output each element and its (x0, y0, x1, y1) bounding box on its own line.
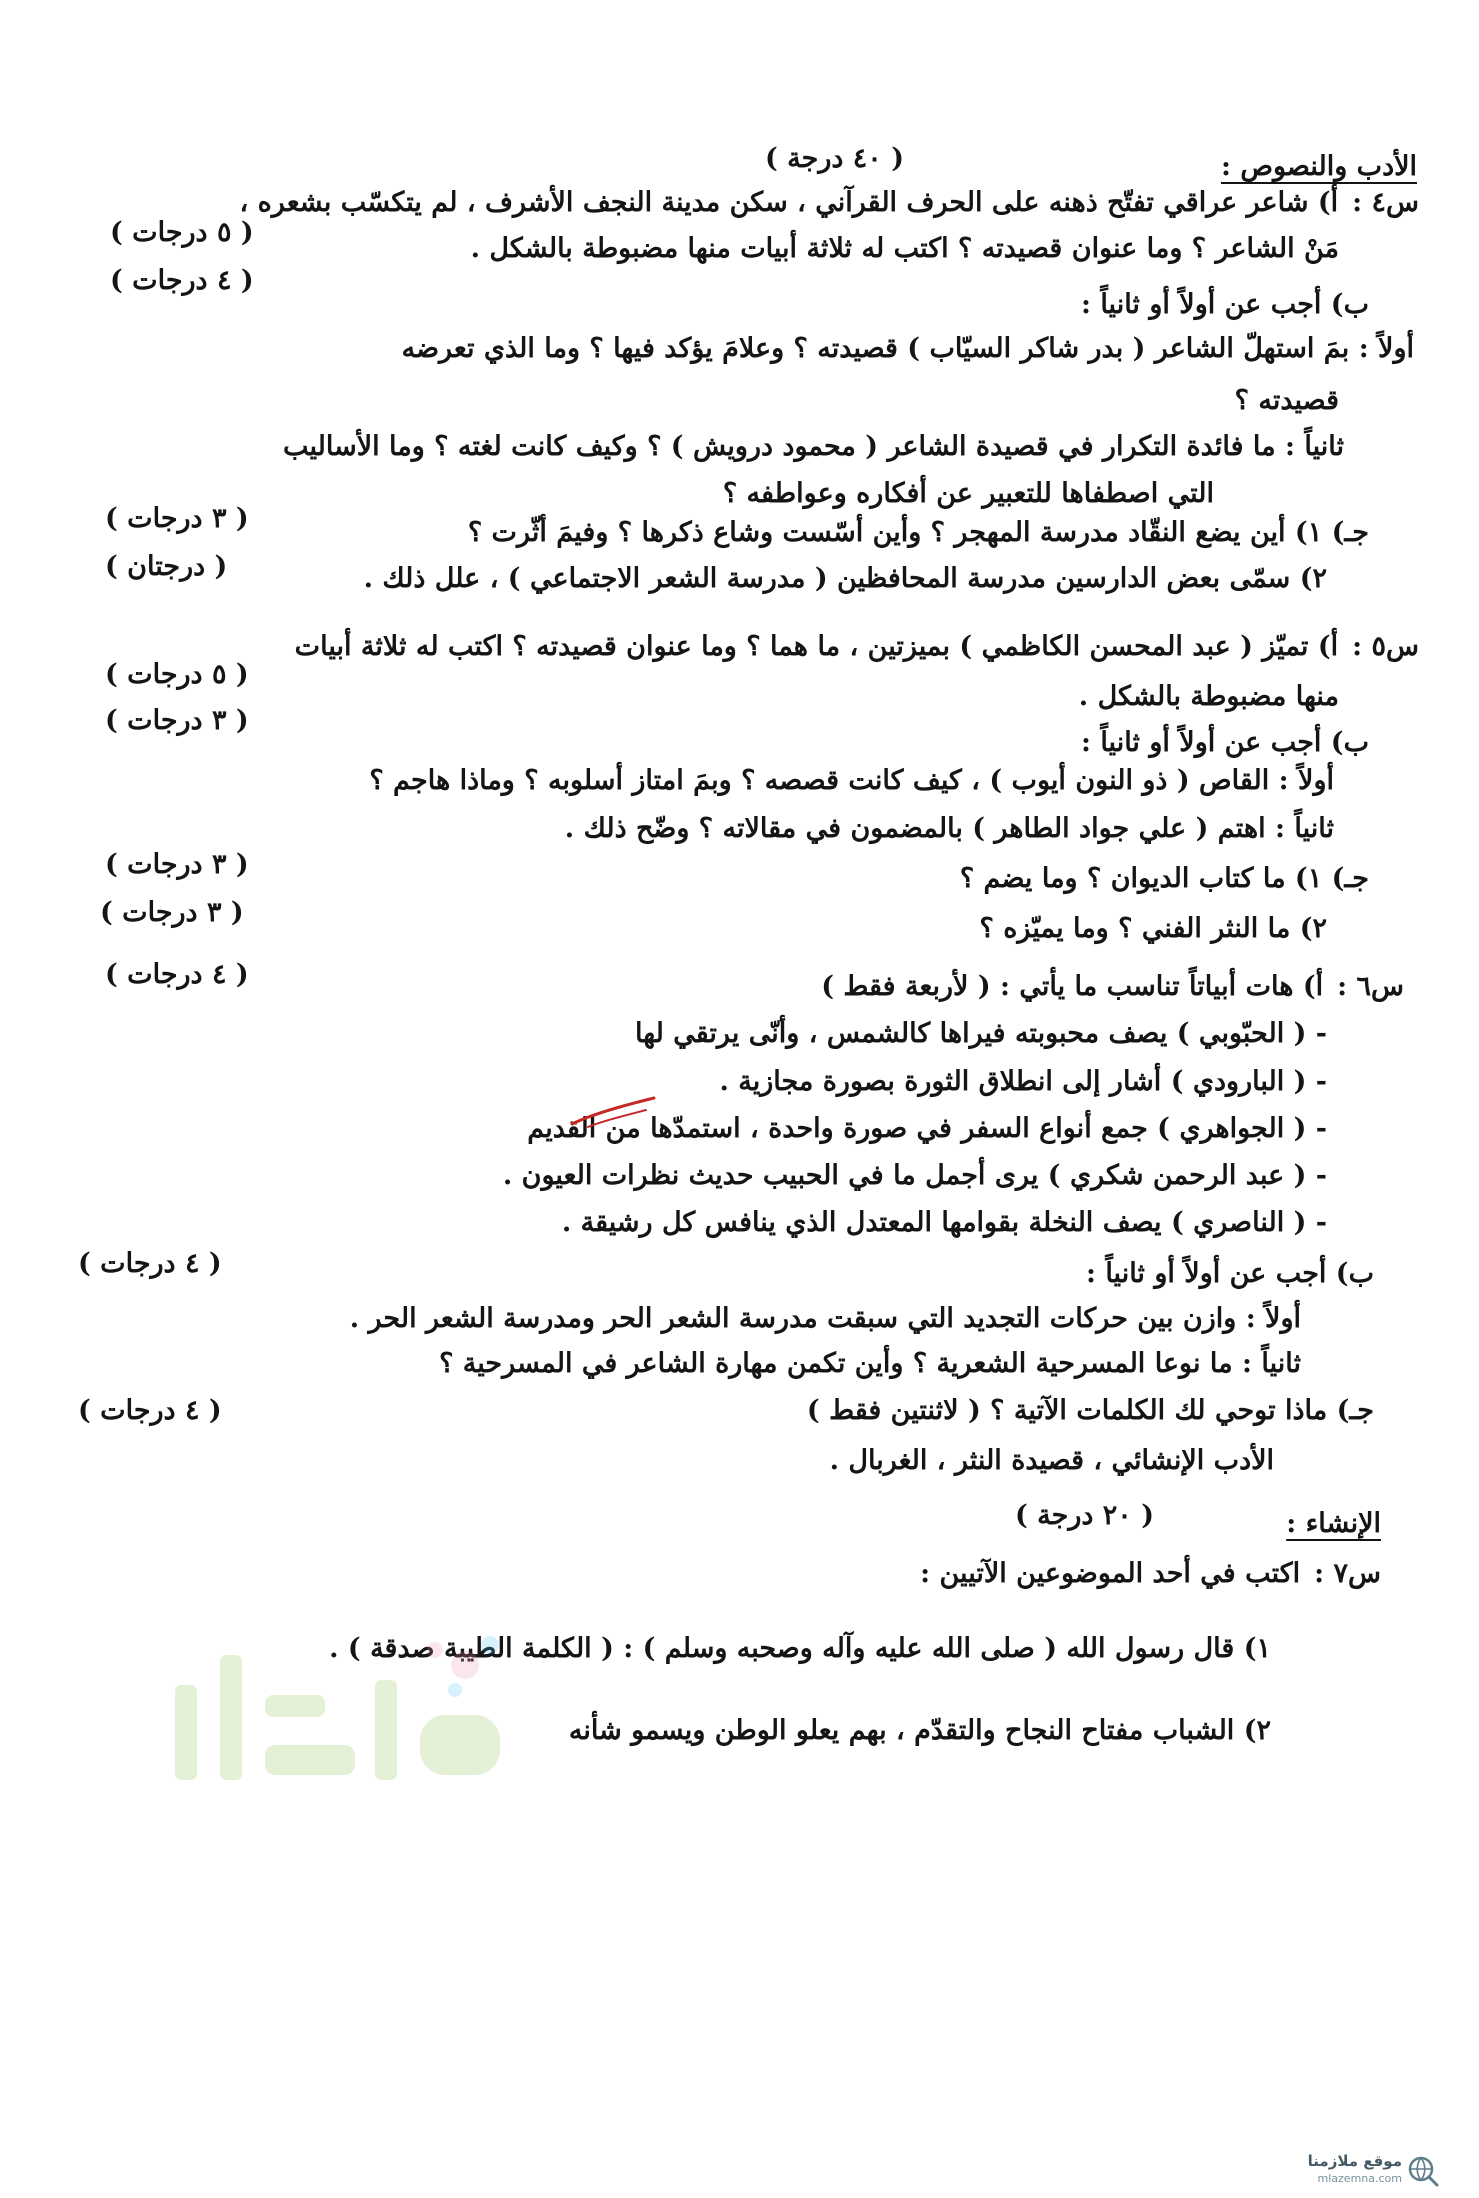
watermark-logo (165, 1625, 525, 1785)
q6-b-second: ثانياً : ما نوعا المسرحية الشعرية ؟ وأين تكمن مهارة الشاعر في المسرحية ؟ (439, 1348, 1301, 1379)
q7-number: س٧ : (1314, 1558, 1381, 1589)
q4-a-text1: أ) شاعر عراقي تفتّح ذهنه على الحرف القرآني ، سكن مدينة النجف الأشرف ، لم يتكسّب بشعره ، (239, 187, 1339, 218)
q4-b-second-line2: التي اصطفاها للتعبير عن أفكاره وعواطفه ؟ (722, 478, 1214, 509)
q4-number: س٤ : (1352, 187, 1419, 218)
q4-a-line1 (240, 184, 1419, 222)
q6-b-first: أولاً : وازن بين حركات التجديد التي سبقت مدرسة الشعر الحر ومدرسة الشعر الحر . (349, 1303, 1301, 1334)
q5-c2-marks: ( ٣ درجات ) (100, 897, 244, 928)
q6-b-intro: ب) أجب عن أولاً أو ثانياً : (1085, 1258, 1374, 1289)
red-annotation-mark (568, 1094, 658, 1134)
q6-a-intro-text: أ) هات أبياتاً تناسب ما يأتي : ( لأربعة فقط ) (821, 971, 1324, 1002)
q4-c1-marks: ( ٣ درجات ) (105, 503, 249, 534)
literature-section-marks: ( ٤٠ درجة ) (764, 143, 904, 174)
q5-b-first: أولاً : القاص ( ذو النون أيوب ) ، كيف كانت قصصه ؟ وبمَ امتاز أسلوبه ؟ وماذا هاجم ؟ (369, 765, 1334, 796)
q5-number: س٥ : (1352, 631, 1419, 662)
q5-a-line2: منها مضبوطة بالشكل . (1078, 681, 1339, 712)
q4-b-intro: ب) أجب عن أولاً أو ثانياً : (1080, 289, 1369, 320)
q4-a-line2: مَنْ الشاعر ؟ وما عنوان قصيدته ؟ اكتب له ثلاثة أبيات منها مضبوطة بالشكل . (470, 233, 1339, 264)
q5-a-marks1: ( ٥ درجات ) (105, 659, 249, 690)
q6-c-marks: ( ٤ درجات ) (78, 1395, 222, 1426)
q4-b-first-line2: قصيدته ؟ (1234, 385, 1339, 416)
composition-section-title: الإنشاء : (1286, 1508, 1381, 1539)
q5-c2: ٢) ما النثر الفني ؟ وما يميّزه ؟ (979, 913, 1327, 944)
q6-c-intro: جـ) ماذا توحي لك الكلمات الآتية ؟ ( لاثنتين فقط ) (806, 1395, 1374, 1426)
q4-b-second-line1: ثانياً : ما فائدة التكرار في قصيدة الشاعر ( محمود درويش ) ؟ وكيف كانت لغته ؟ وما الأساليب (283, 431, 1344, 462)
q4-a-marks2: ( ٤ درجات ) (110, 265, 254, 296)
q5-a-text1: أ) تميّز ( عبد المحسن الكاظمي ) بميزتين ، ما هما ؟ وما عنوان قصيدته ؟ اكتب له ثلاثة أبيات (294, 631, 1339, 662)
q5-c1-marks: ( ٣ درجات ) (105, 849, 249, 880)
q6-c-words: الأدب الإنشائي ، قصيدة النثر ، الغربال . (829, 1445, 1274, 1476)
q4-c2: ٢) سمّى بعض الدارسين مدرسة المحافظين ( مدرسة الشعر الاجتماعي ) ، علل ذلك . (363, 563, 1327, 594)
q7-intro (920, 1555, 1381, 1593)
q7-topic-1: ١) قال رسول الله ( صلى الله عليه وآله وصحبه وسلم ) : ( الكلمة الطيبة صدقة ) . (329, 1633, 1271, 1664)
q6-a-item-3: - ( الجواهري ) جمع أنواع السفر في صورة واحدة ، استمدّها من القديم (527, 1113, 1327, 1144)
q5-a-line1 (295, 628, 1419, 666)
q4-c2-marks: ( درجتان ) (105, 551, 228, 582)
q6-a-item-5: - ( الناصري ) يصف النخلة بقوامها المعتدل الذي ينافس كل رشيقة . (561, 1207, 1327, 1238)
q6-a-item-1: - ( الحبّوبي ) يصف محبوبته فيراها كالشمس ، وأنّى يرتقي لها (634, 1018, 1327, 1049)
q6-a-item-4: - ( عبد الرحمن شكري ) يرى أجمل ما في الحبيب حديث نظرات العيون . (502, 1160, 1327, 1191)
q6-a-intro (821, 968, 1404, 1006)
composition-section-marks: ( ٢٠ درجة ) (1014, 1500, 1154, 1531)
q7-topic-2: ٢) الشباب مفتاح النجاح والتقدّم ، بهم يعلو الوطن ويسمو شأنه (568, 1715, 1271, 1746)
q6-b-marks: ( ٤ درجات ) (78, 1248, 222, 1279)
q5-b-intro: ب) أجب عن أولاً أو ثانياً : (1080, 727, 1369, 758)
footer-site-logo (1307, 2150, 1440, 2194)
globe-icon (1406, 2154, 1440, 2188)
q5-c1: جـ) ١) ما كتاب الديوان ؟ وما يضم ؟ (959, 863, 1369, 894)
q5-a-marks2: ( ٣ درجات ) (105, 705, 249, 736)
footer-site-name: موقع ملازمنا (1307, 2152, 1402, 2170)
q4-a-marks1: ( ٥ درجات ) (110, 217, 254, 248)
q5-b-second: ثانياً : اهتم ( علي جواد الطاهر ) بالمضمون في مقالاته ؟ وضّح ذلك . (564, 813, 1334, 844)
footer-site-url: mlazemna.com (1317, 2172, 1402, 2185)
q6-a-marks: ( ٤ درجات ) (105, 959, 249, 990)
q4-c1: جـ) ١) أين يضع النقّاد مدرسة المهجر ؟ وأين أسّست وشاع ذكرها ؟ وفيمَ أثّرت ؟ (467, 517, 1369, 548)
q6-number: س٦ : (1337, 971, 1404, 1002)
q7-intro-text: اكتب في أحد الموضوعين الآتيين : (920, 1558, 1301, 1589)
literature-section-title: الأدب والنصوص : (1220, 151, 1417, 182)
q4-b-first-line1: أولاً : بمَ استهلّ الشاعر ( بدر شاكر السيّاب ) قصيدته ؟ وعلامَ يؤكد فيها ؟ وما الذي تعرضه (401, 333, 1414, 364)
q6-a-item-2: - ( البارودي ) أشار إلى انطلاق الثورة بصورة مجازية . (719, 1066, 1327, 1097)
